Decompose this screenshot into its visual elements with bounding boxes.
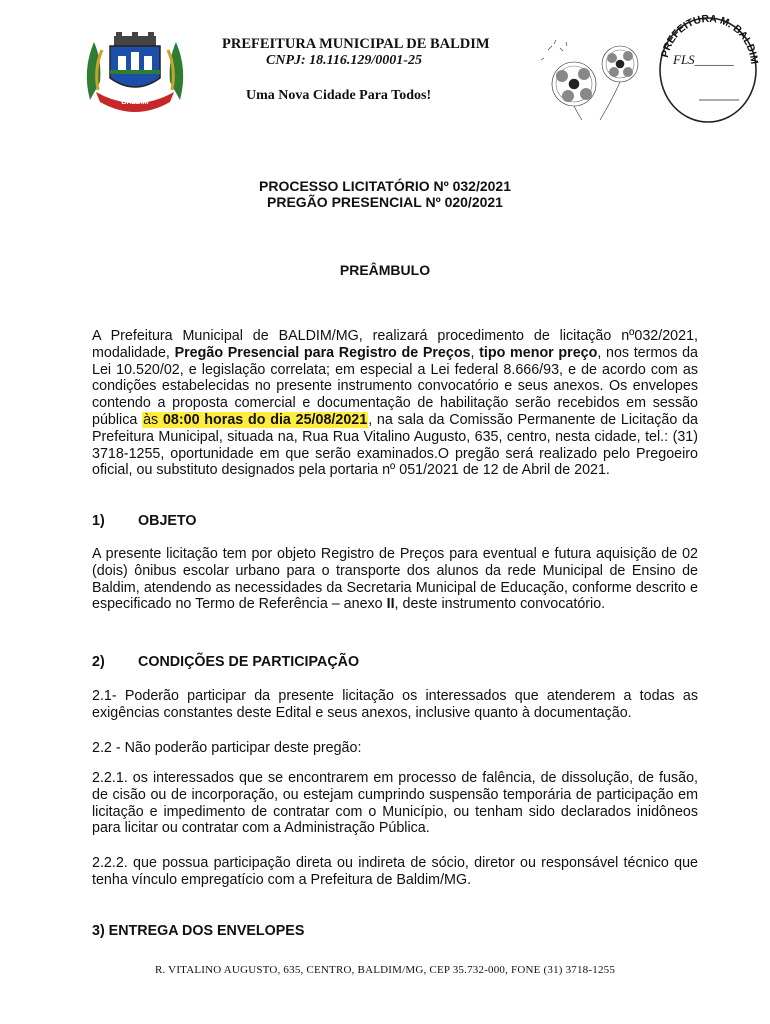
pregao-title: PREGÃO PRESENCIAL Nº 020/2021 <box>267 194 503 210</box>
page-number-stamp <box>655 8 761 126</box>
session-date-highlight: às 08:00 horas do dia 25/08/2021 <box>143 411 368 428</box>
crest-ribbon-text: BALDIM <box>121 99 149 106</box>
section-1-heading: 1) OBJETO <box>92 513 197 529</box>
paragraph-2-1: 2.1- Poderão participar da presente licitação os interessados que atenderem a todas as exigências constantes deste Edital e seus anexos, inclusive quanto à documentação. <box>92 688 698 721</box>
header-cnpj: CNPJ: 18.116.129/0001-25 <box>266 53 422 68</box>
paragraph-2-2-2: 2.2.2. que possua participação direta ou indireta de sócio, diretor ou responsável técnico que tenha vínculo empregatício com a Prefeitura de Baldim/MG. <box>92 855 698 888</box>
footer-address: R. VITALINO AUGUSTO, 635, CENTRO, BALDIM/MG, CEP 35.732-000, FONE (31) 3718-1255 <box>154 964 616 976</box>
stamp-arc-text: PREFEITURA M. BALDIM <box>658 12 761 65</box>
header-title: PREFEITURA MUNICIPAL DE BALDIM <box>222 36 490 52</box>
preamble-paragraph: A Prefeitura Municipal de BALDIM/MG, realizará procedimento de licitação nº032/2021, modalidade, Pregão Presencial para Registro de Preços, tipo menor preço, nos termos da Lei 10.520/02, e legislação correlata; em especial a Lei federal 8.666/93, e de acordo com as condições estabelecidas no presente instrumento convocatório e seus anexos. Os envelopes contendo a proposta comercial e documentação de habilitação serão recebidos em sessão pública às 08:00 horas do dia 25/08/2021, na sala da Comissão Permanente de Licitação da Prefeitura Municipal, situada na, Rua Rua Vitalino Augusto, 635, centro, nesta cidade, tel.: (31) 3718-1255, oportunidade em que serão examinados.O pregão será realizado pelo Pregoeiro oficial, ou substituto designados pela portaria nº 051/2021 de 12 de Abril de 2021. <box>92 328 698 479</box>
municipal-crest-logo <box>80 30 190 116</box>
header-slogan: Uma Nova Cidade Para Todos! <box>246 88 432 103</box>
preambulo-heading: PREÂMBULO <box>339 262 431 278</box>
process-title: PROCESSO LICITATÓRIO Nº 032/2021 <box>259 178 511 194</box>
paragraph-2-2: 2.2 - Não poderão participar deste pregão: <box>92 740 362 756</box>
section-3-heading: 3) ENTREGA DOS ENVELOPES <box>92 923 305 939</box>
section-1-paragraph: A presente licitação tem por objeto Registro de Preços para eventual e futura aquisição de 02 (dois) ônibus escolar urbano para o transporte dos alunos da rede Municipal de Ensino de Baldim, atendendo as necessidades da Secretaria Municipal de Educação, conforme descrito e especificado no Termo de Referência – anexo II, deste instrumento convocatório. <box>92 546 698 613</box>
dandelion-illustration <box>538 38 646 120</box>
stamp-fls-label: FLS______ <box>673 52 734 67</box>
paragraph-2-2-1: 2.2.1. os interessados que se encontrarem em processo de falência, de dissolução, de fusão, de cisão ou de incorporação, ou estejam cumprindo suspensão temporária de participação em licitação e impedimento de contratar com o Município, ou tenham sido declarados inidôneos para licitar ou contratar com a Administração Pública. <box>92 770 698 837</box>
section-2-heading: 2) CONDIÇÕES DE PARTICIPAÇÃO <box>92 654 360 670</box>
